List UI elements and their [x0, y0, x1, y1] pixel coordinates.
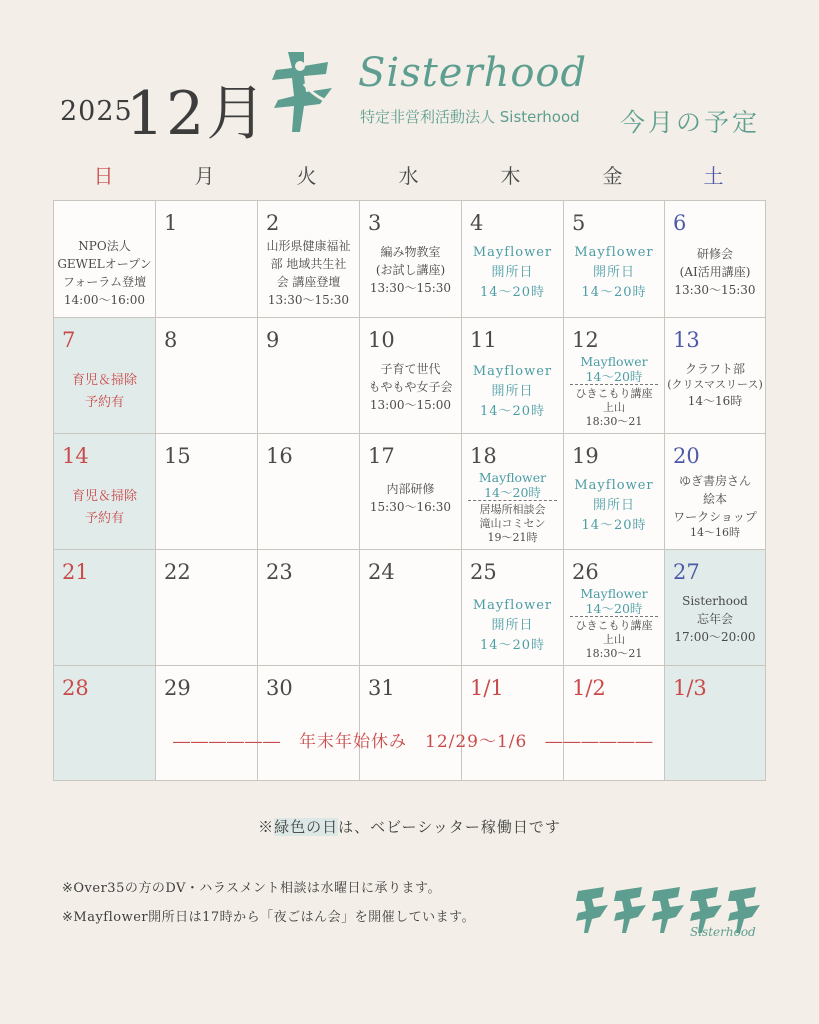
weekday-sun: 日	[93, 164, 114, 188]
childcare-event: 育児＆掃除 予約有	[71, 489, 137, 526]
footer-logo-text: Sisterhood	[690, 925, 756, 939]
calendar-cell-14[interactable]	[54, 434, 156, 550]
calendar-cell-2[interactable]	[258, 201, 360, 318]
calendar-cell-6[interactable]	[665, 201, 766, 318]
day-number: 16	[266, 444, 293, 468]
day-number: 1/1	[470, 676, 504, 700]
calendar-cell-jan2[interactable]	[564, 666, 665, 781]
calendar-cell-17[interactable]	[360, 434, 462, 550]
day-number: 12	[572, 328, 599, 352]
calendar-cell-jan1[interactable]	[462, 666, 564, 781]
day-number: 30	[266, 676, 293, 700]
calendar-cell-20[interactable]	[665, 434, 766, 550]
weekday-thu: 木	[500, 164, 521, 188]
day-number: 11	[470, 328, 497, 352]
event-text: Mayflower 14～20時 ひきこもり講座 上山 18:30～21	[564, 586, 664, 661]
babysitter-legend: ※緑色の日は、ベビーシッター稼働日です	[258, 818, 561, 836]
weekday-mon: 月	[194, 164, 215, 188]
event-text: NPO法人 GEWELオープン フォーラム登壇 14:00～16:00	[57, 239, 152, 307]
day-number: 13	[673, 328, 700, 352]
event-text: 研修会 (AI活用講座) 13:30～15:30	[674, 247, 756, 297]
day-number: 31	[368, 676, 395, 700]
calendar-cell-nov30[interactable]	[54, 201, 156, 318]
mayflower-event: Mayflower 開所日 14～20時	[472, 598, 553, 653]
calendar-cell-13[interactable]	[665, 318, 766, 434]
weekday-fri: 金	[602, 164, 623, 188]
day-number: 10	[368, 328, 395, 352]
calendar-cell-30[interactable]	[258, 666, 360, 781]
calendar-cell-21[interactable]	[54, 550, 156, 666]
calendar-cell-26[interactable]	[564, 550, 665, 666]
day-number: 1	[164, 211, 178, 235]
calendar-cell-27[interactable]	[665, 550, 766, 666]
mayflower-event: Mayflower 開所日 14～20時	[574, 478, 654, 533]
note-dv-consultation: ※Over35の方のDV・ハラスメント相談は水曜日に承ります。	[62, 881, 441, 896]
weekday-sat: 土	[703, 164, 724, 188]
event-text: Sisterhood 忘年会 17:00～20:00	[674, 594, 756, 644]
calendar-cell-3[interactable]	[360, 201, 462, 318]
calendar-cell-16[interactable]	[258, 434, 360, 550]
calendar-cell-19[interactable]	[564, 434, 665, 550]
org-subtitle: 特定非営利活動法人 Sisterhood	[360, 108, 580, 126]
mayflower-event: Mayflower 開所日 14～20時	[472, 364, 553, 419]
event-text: 編み物教室 (お試し講座) 13:30～15:30	[369, 245, 452, 295]
calendar-grid	[53, 200, 766, 781]
weekday-tue: 火	[296, 164, 317, 188]
day-number: 22	[164, 560, 191, 584]
event-text: 内部研修 15:30～16:30	[369, 482, 452, 514]
calendar-cell-7[interactable]	[54, 318, 156, 434]
calendar-cell-28[interactable]	[54, 666, 156, 781]
day-number: 3	[368, 211, 382, 235]
new-year-holiday-banner: ―――――― 年末年始休み 12/29～1/6 ――――――	[173, 732, 654, 752]
calendar-cell-jan3[interactable]	[665, 666, 766, 781]
calendar-cell-15[interactable]	[156, 434, 258, 550]
schedule-label: 今月の予定	[620, 108, 761, 137]
calendar-cell-11[interactable]	[462, 318, 564, 434]
day-number: 6	[673, 211, 687, 235]
day-number: 17	[368, 444, 395, 468]
legend-highlight: 緑色の日	[274, 818, 339, 836]
day-number: 7	[62, 328, 76, 352]
day-number: 14	[62, 444, 89, 468]
day-number: 1/3	[673, 676, 707, 700]
day-number: 18	[470, 444, 497, 468]
calendar-cell-4[interactable]	[462, 201, 564, 318]
calendar-cell-23[interactable]	[258, 550, 360, 666]
event-text: 山形県健康福祉 部 地域共生社 会 講座登壇 13:30～15:30	[266, 239, 351, 307]
day-number: 2	[266, 211, 280, 235]
calendar-cell-9[interactable]	[258, 318, 360, 434]
day-number: 27	[673, 560, 700, 584]
note-dinner-event: ※Mayflower開所日は17時から「夜ごはん会」を開催しています。	[62, 910, 476, 925]
calendar-cell-29[interactable]	[156, 666, 258, 781]
event-text: クラフト部 (クリスマスリース) 14～16時	[667, 362, 763, 408]
mayflower-event: Mayflower 開所日 14～20時	[472, 245, 553, 300]
day-number: 29	[164, 676, 191, 700]
event-text: ゆぎ書房さん 絵本 ワークショップ 14～16時	[673, 474, 757, 539]
day-number: 9	[266, 328, 280, 352]
mayflower-event: Mayflower 開所日 14～20時	[574, 245, 654, 300]
calendar-cell-8[interactable]	[156, 318, 258, 434]
day-number: 21	[62, 560, 89, 584]
day-number: 24	[368, 560, 395, 584]
org-name: Sisterhood	[358, 50, 588, 96]
calendar-cell-25[interactable]	[462, 550, 564, 666]
event-text: Mayflower 14～20時 居場所相談会 滝山コミセン 19～21時	[462, 470, 563, 545]
day-number: 4	[470, 211, 484, 235]
childcare-event: 育児＆掃除 予約有	[71, 373, 137, 410]
calendar-cell-24[interactable]	[360, 550, 462, 666]
calendar-cell-12[interactable]	[564, 318, 665, 434]
event-text: 子育て世代 もやもや女子会 13:00～15:00	[368, 362, 453, 412]
event-text: Mayflower 14～20時 ひきこもり講座 上山 18:30～21	[564, 354, 664, 429]
day-number: 26	[572, 560, 599, 584]
day-number: 23	[266, 560, 293, 584]
day-number: 15	[164, 444, 191, 468]
calendar-cell-5[interactable]	[564, 201, 665, 318]
day-number: 8	[164, 328, 178, 352]
month-label: 12月	[126, 79, 269, 149]
weekday-wed: 水	[398, 164, 419, 188]
day-number: 20	[673, 444, 700, 468]
day-number: 25	[470, 560, 497, 584]
year-label: 2025	[60, 96, 133, 127]
day-number: 1/2	[572, 676, 606, 700]
day-number: 5	[572, 211, 586, 235]
day-number: 28	[62, 676, 89, 700]
calendar-cell-10[interactable]	[360, 318, 462, 434]
calendar-cell-22[interactable]	[156, 550, 258, 666]
day-number: 19	[572, 444, 599, 468]
calendar-cell-1[interactable]	[156, 201, 258, 318]
calendar-cell-31[interactable]	[360, 666, 462, 781]
calendar-cell-18[interactable]	[462, 434, 564, 550]
